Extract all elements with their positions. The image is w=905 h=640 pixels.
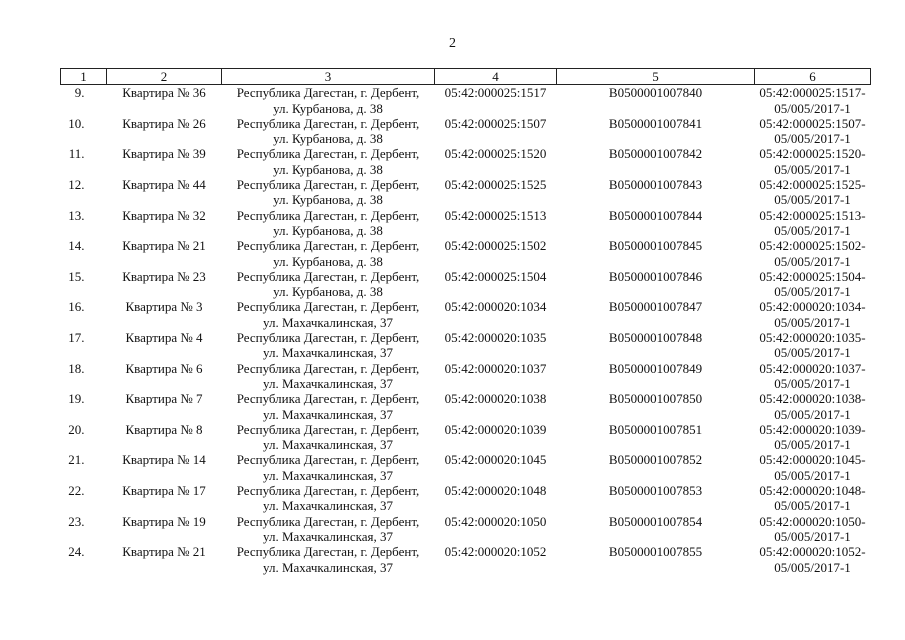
address-line-2: ул. Махачкалинская, 37 xyxy=(263,498,393,514)
address-line-1: Республика Дагестан, г. Дербент, xyxy=(236,452,420,468)
row-number: 22. xyxy=(68,483,85,499)
registration-line-2: 05/005/2017-1 xyxy=(774,192,851,208)
registration-line-2: 05/005/2017-1 xyxy=(774,161,851,177)
address-line-1: Республика Дагестан, г. Дербент, xyxy=(236,360,420,376)
registration-number xyxy=(755,422,871,453)
address-line-1: Республика Дагестан, г. Дербент, xyxy=(236,207,420,223)
address-line-2: ул. Курбанова, д. 38 xyxy=(273,253,383,269)
inventory-number: В0500001007842 xyxy=(608,146,703,162)
header-col-3: 3 xyxy=(222,69,435,85)
table-row xyxy=(61,330,871,361)
table-row xyxy=(61,146,871,177)
registration-line-1: 05:42:000025:1520- xyxy=(759,146,866,162)
registration-line-1: 05:42:000025:1517- xyxy=(759,85,866,101)
property-name: Квартира № 39 xyxy=(122,146,206,162)
property-address xyxy=(222,422,435,453)
cadastral-number: 05:42:000020:1039 xyxy=(444,421,547,437)
registration-line-2: 05/005/2017-1 xyxy=(774,222,851,238)
table-row xyxy=(61,452,871,483)
row-number: 16. xyxy=(68,299,85,315)
registration-line-2: 05/005/2017-1 xyxy=(774,284,851,300)
row-number: 18. xyxy=(68,360,85,376)
row-number: 13. xyxy=(68,207,85,223)
property-name: Квартира № 14 xyxy=(122,452,206,468)
table-row xyxy=(61,391,871,422)
registration-number xyxy=(755,269,871,300)
registration-line-1: 05:42:000020:1052- xyxy=(759,544,866,560)
row-number: 9. xyxy=(74,85,85,101)
property-name: Квартира № 21 xyxy=(122,544,206,560)
address-line-2: ул. Махачкалинская, 37 xyxy=(263,314,393,330)
property-address xyxy=(222,391,435,422)
address-line-2: ул. Махачкалинская, 37 xyxy=(263,437,393,453)
cadastral-number: 05:42:000020:1050 xyxy=(444,513,547,529)
address-line-1: Республика Дагестан, г. Дербент, xyxy=(236,238,420,254)
property-table xyxy=(60,68,871,575)
cadastral-number: 05:42:000025:1520 xyxy=(444,146,547,162)
header-col-1: 1 xyxy=(61,69,107,85)
registration-number xyxy=(755,483,871,514)
property-address xyxy=(222,85,435,116)
inventory-number: В0500001007852 xyxy=(608,452,703,468)
registration-line-1: 05:42:000020:1039- xyxy=(759,421,866,437)
row-number: 11. xyxy=(68,146,85,162)
address-line-2: ул. Курбанова, д. 38 xyxy=(273,100,383,116)
registration-number xyxy=(755,177,871,208)
cadastral-number: 05:42:000020:1038 xyxy=(444,391,547,407)
row-number: 19. xyxy=(68,391,85,407)
address-line-1: Республика Дагестан, г. Дербент, xyxy=(236,391,420,407)
registration-line-2: 05/005/2017-1 xyxy=(774,498,851,514)
row-number: 12. xyxy=(68,177,85,193)
inventory-number: В0500001007845 xyxy=(608,238,703,254)
table-header xyxy=(61,69,871,85)
property-name: Квартира № 7 xyxy=(125,391,203,407)
property-address xyxy=(222,177,435,208)
registration-line-1: 05:42:000020:1034- xyxy=(759,299,866,315)
header-col-4: 4 xyxy=(435,69,557,85)
registration-number xyxy=(755,299,871,330)
row-number: 23. xyxy=(68,513,85,529)
property-address xyxy=(222,299,435,330)
cadastral-number: 05:42:000025:1502 xyxy=(444,238,547,254)
cadastral-number: 05:42:000025:1517 xyxy=(444,85,547,101)
registration-number xyxy=(755,238,871,269)
table-row xyxy=(61,116,871,147)
table-row xyxy=(61,238,871,269)
property-name: Квартира № 36 xyxy=(122,85,206,101)
address-line-1: Республика Дагестан, г. Дербент, xyxy=(236,115,420,131)
property-address xyxy=(222,483,435,514)
address-line-1: Республика Дагестан, г. Дербент, xyxy=(236,330,420,346)
registration-line-2: 05/005/2017-1 xyxy=(774,528,851,544)
property-address xyxy=(222,330,435,361)
row-number: 15. xyxy=(68,268,85,284)
registration-line-1: 05:42:000025:1502- xyxy=(759,238,866,254)
registration-line-1: 05:42:000020:1038- xyxy=(759,391,866,407)
registration-line-2: 05/005/2017-1 xyxy=(774,406,851,422)
registration-line-2: 05/005/2017-1 xyxy=(774,345,851,361)
inventory-number: В0500001007849 xyxy=(608,360,703,376)
table-row xyxy=(61,177,871,208)
registration-line-2: 05/005/2017-1 xyxy=(774,131,851,147)
header-row xyxy=(61,69,871,85)
registration-line-1: 05:42:000020:1035- xyxy=(759,330,866,346)
property-name: Квартира № 6 xyxy=(125,360,203,376)
property-address xyxy=(222,514,435,545)
cadastral-number: 05:42:000020:1052 xyxy=(444,544,547,560)
row-number: 20. xyxy=(68,421,85,437)
property-name: Квартира № 21 xyxy=(122,238,206,254)
header-col-6: 6 xyxy=(755,69,871,85)
inventory-number: В0500001007847 xyxy=(608,299,703,315)
property-name: Квартира № 23 xyxy=(122,268,206,284)
table-row xyxy=(61,483,871,514)
address-line-2: ул. Махачкалинская, 37 xyxy=(263,559,393,575)
property-address xyxy=(222,116,435,147)
address-line-2: ул. Махачкалинская, 37 xyxy=(263,406,393,422)
address-line-2: ул. Курбанова, д. 38 xyxy=(273,222,383,238)
registration-number xyxy=(755,116,871,147)
registration-line-2: 05/005/2017-1 xyxy=(774,253,851,269)
registration-number xyxy=(755,391,871,422)
inventory-number: В0500001007844 xyxy=(608,207,703,223)
inventory-number: В0500001007850 xyxy=(608,391,703,407)
inventory-number: В0500001007841 xyxy=(608,115,703,131)
table-row xyxy=(61,299,871,330)
registration-line-2: 05/005/2017-1 xyxy=(774,314,851,330)
row-number: 21. xyxy=(68,452,85,468)
registration-line-2: 05/005/2017-1 xyxy=(774,467,851,483)
table-body xyxy=(61,85,871,575)
property-address xyxy=(222,238,435,269)
address-line-2: ул. Махачкалинская, 37 xyxy=(263,467,393,483)
registration-number xyxy=(755,85,871,116)
cadastral-number: 05:42:000025:1513 xyxy=(444,207,547,223)
inventory-number: В0500001007855 xyxy=(608,544,703,560)
inventory-number: В0500001007846 xyxy=(608,268,703,284)
property-name: Квартира № 44 xyxy=(122,177,206,193)
registration-number xyxy=(755,544,871,575)
table-row xyxy=(61,422,871,453)
registration-line-1: 05:42:000020:1045- xyxy=(759,452,866,468)
property-name: Квартира № 8 xyxy=(125,421,203,437)
inventory-number: В0500001007853 xyxy=(608,483,703,499)
cadastral-number: 05:42:000020:1034 xyxy=(444,299,547,315)
address-line-2: ул. Махачкалинская, 37 xyxy=(263,345,393,361)
address-line-1: Республика Дагестан, г. Дербент, xyxy=(236,177,420,193)
registration-line-1: 05:42:000025:1504- xyxy=(759,268,866,284)
registration-line-1: 05:42:000020:1048- xyxy=(759,483,866,499)
registration-line-1: 05:42:000025:1507- xyxy=(759,115,866,131)
header-col-5: 5 xyxy=(557,69,755,85)
cadastral-number: 05:42:000025:1525 xyxy=(444,177,547,193)
cadastral-number: 05:42:000020:1035 xyxy=(444,330,547,346)
address-line-2: ул. Курбанова, д. 38 xyxy=(273,192,383,208)
row-number: 24. xyxy=(68,544,85,560)
table-row xyxy=(61,361,871,392)
property-address xyxy=(222,544,435,575)
registration-line-1: 05:42:000020:1050- xyxy=(759,513,866,529)
address-line-1: Республика Дагестан, г. Дербент, xyxy=(236,421,420,437)
address-line-2: ул. Курбанова, д. 38 xyxy=(273,161,383,177)
registration-number xyxy=(755,208,871,239)
property-address xyxy=(222,361,435,392)
row-number: 14. xyxy=(68,238,85,254)
address-line-1: Республика Дагестан, г. Дербент, xyxy=(236,85,420,101)
page-number: 2 xyxy=(449,36,456,51)
registration-line-1: 05:42:000025:1513- xyxy=(759,207,866,223)
property-name: Квартира № 3 xyxy=(125,299,203,315)
inventory-number: В0500001007843 xyxy=(608,177,703,193)
address-line-1: Республика Дагестан, г. Дербент, xyxy=(236,544,420,560)
table-row xyxy=(61,208,871,239)
registration-line-2: 05/005/2017-1 xyxy=(774,437,851,453)
property-address xyxy=(222,208,435,239)
registration-number xyxy=(755,452,871,483)
address-line-1: Республика Дагестан, г. Дербент, xyxy=(236,483,420,499)
property-name: Квартира № 19 xyxy=(122,513,206,529)
address-line-1: Республика Дагестан, г. Дербент, xyxy=(236,513,420,529)
registration-line-1: 05:42:000020:1037- xyxy=(759,360,866,376)
address-line-2: ул. Курбанова, д. 38 xyxy=(273,284,383,300)
cadastral-number: 05:42:000020:1048 xyxy=(444,483,547,499)
address-line-2: ул. Махачкалинская, 37 xyxy=(263,375,393,391)
cadastral-number: 05:42:000020:1037 xyxy=(444,360,547,376)
property-name: Квартира № 17 xyxy=(122,483,206,499)
registration-number xyxy=(755,330,871,361)
cadastral-number: 05:42:000020:1045 xyxy=(444,452,547,468)
property-name: Квартира № 26 xyxy=(122,115,206,131)
address-line-1: Республика Дагестан, г. Дербент, xyxy=(236,268,420,284)
registration-number xyxy=(755,514,871,545)
header-col-2: 2 xyxy=(107,69,222,85)
address-line-1: Республика Дагестан, г. Дербент, xyxy=(236,299,420,315)
row-number: 17. xyxy=(68,330,85,346)
address-line-2: ул. Махачкалинская, 37 xyxy=(263,528,393,544)
table-row xyxy=(61,544,871,575)
registration-number xyxy=(755,146,871,177)
property-address xyxy=(222,269,435,300)
property-name: Квартира № 32 xyxy=(122,207,206,223)
row-number: 10. xyxy=(68,115,85,131)
cadastral-number: 05:42:000025:1507 xyxy=(444,115,547,131)
registration-line-2: 05/005/2017-1 xyxy=(774,100,851,116)
property-name: Квартира № 4 xyxy=(125,330,203,346)
table-row xyxy=(61,85,871,116)
registration-line-1: 05:42:000025:1525- xyxy=(759,177,866,193)
inventory-number: В0500001007854 xyxy=(608,513,703,529)
table-row xyxy=(61,514,871,545)
registration-number xyxy=(755,361,871,392)
cadastral-number: 05:42:000025:1504 xyxy=(444,268,547,284)
property-address xyxy=(222,146,435,177)
address-line-2: ул. Курбанова, д. 38 xyxy=(273,131,383,147)
registration-line-2: 05/005/2017-1 xyxy=(774,559,851,575)
inventory-number: В0500001007848 xyxy=(608,330,703,346)
property-address xyxy=(222,452,435,483)
inventory-number: В0500001007851 xyxy=(608,421,703,437)
inventory-number: В0500001007840 xyxy=(608,85,703,101)
registration-line-2: 05/005/2017-1 xyxy=(774,375,851,391)
table-row xyxy=(61,269,871,300)
address-line-1: Республика Дагестан, г. Дербент, xyxy=(236,146,420,162)
